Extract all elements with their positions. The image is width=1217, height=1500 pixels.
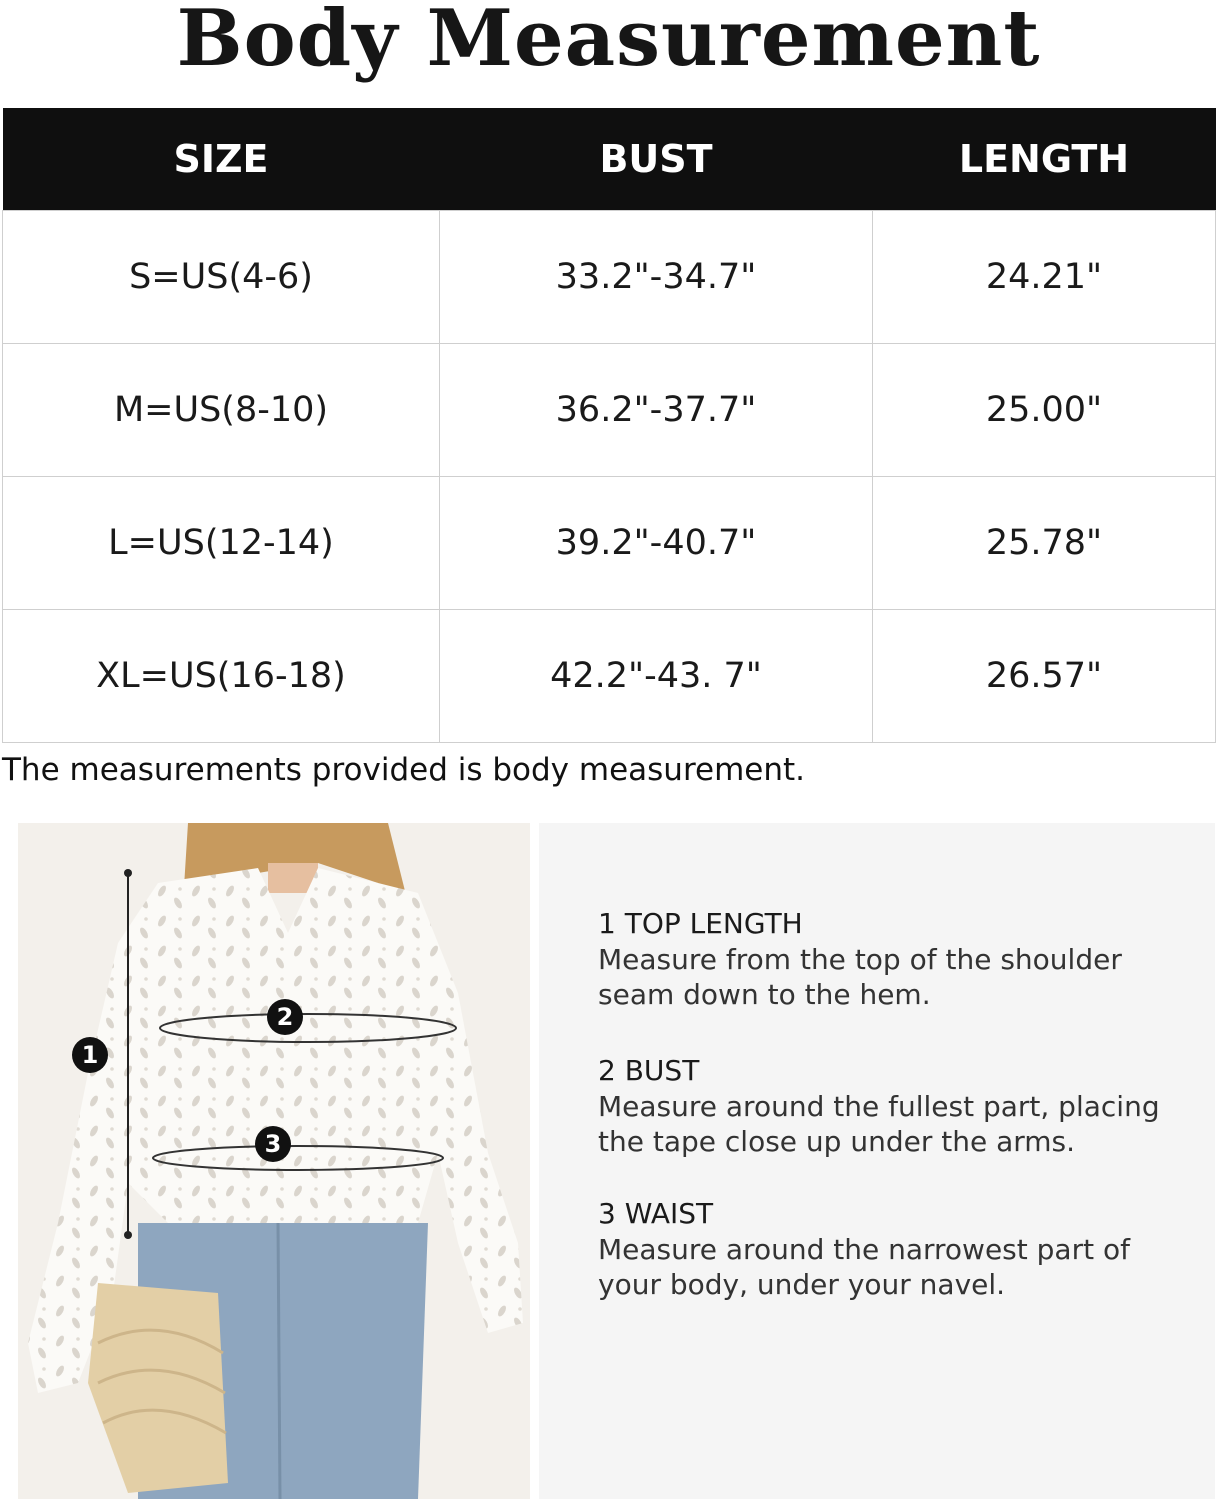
cell-length: 25.00" bbox=[873, 344, 1216, 477]
guide-heading: 3 WAIST bbox=[598, 1197, 714, 1230]
guide-description: Measure from the top of the shoulder bbox=[598, 943, 1122, 976]
table-row bbox=[3, 477, 1216, 610]
header-bust: BUST bbox=[440, 108, 873, 211]
table-header-row bbox=[3, 108, 1216, 211]
marker-2-icon: 2 bbox=[267, 999, 303, 1035]
table-row bbox=[3, 344, 1216, 477]
header-size: SIZE bbox=[3, 108, 440, 211]
marker-1-icon: 1 bbox=[72, 1037, 108, 1073]
model-photo bbox=[18, 823, 530, 1499]
cell-length: 24.21" bbox=[873, 211, 1216, 344]
cell-bust: 39.2"-40.7" bbox=[440, 477, 873, 610]
cell-size: L=US(12-14) bbox=[3, 477, 440, 610]
guide-waist bbox=[598, 1196, 1198, 1302]
guide-description: seam down to the hem. bbox=[598, 978, 931, 1011]
measurement-note: The measurements provided is body measurement. bbox=[2, 752, 806, 788]
guide-description: Measure around the fullest part, placing bbox=[598, 1090, 1160, 1123]
cell-bust: 33.2"-34.7" bbox=[440, 211, 873, 344]
header-length: LENGTH bbox=[873, 108, 1216, 211]
table-row bbox=[3, 211, 1216, 344]
marker-3-icon: 3 bbox=[255, 1126, 291, 1162]
cell-bust: 42.2"-43. 7" bbox=[440, 610, 873, 743]
guide-top-length bbox=[598, 906, 1198, 1012]
page-title: Body Measurement bbox=[176, 0, 1041, 84]
guide-heading: 2 BUST bbox=[598, 1054, 700, 1087]
guide-description: the tape close up under the arms. bbox=[598, 1125, 1076, 1158]
cell-size: S=US(4-6) bbox=[3, 211, 440, 344]
guide-heading: 1 TOP LENGTH bbox=[598, 907, 803, 940]
cell-bust: 36.2"-37.7" bbox=[440, 344, 873, 477]
guide-description: Measure around the narrowest part of bbox=[598, 1233, 1130, 1266]
cell-size: XL=US(16-18) bbox=[3, 610, 440, 743]
cell-size: M=US(8-10) bbox=[3, 344, 440, 477]
table-row bbox=[3, 610, 1216, 743]
size-chart-table bbox=[2, 108, 1216, 743]
cell-length: 26.57" bbox=[873, 610, 1216, 743]
guide-bust bbox=[598, 1053, 1198, 1159]
guide-description: your body, under your navel. bbox=[598, 1268, 1006, 1301]
cell-length: 25.78" bbox=[873, 477, 1216, 610]
